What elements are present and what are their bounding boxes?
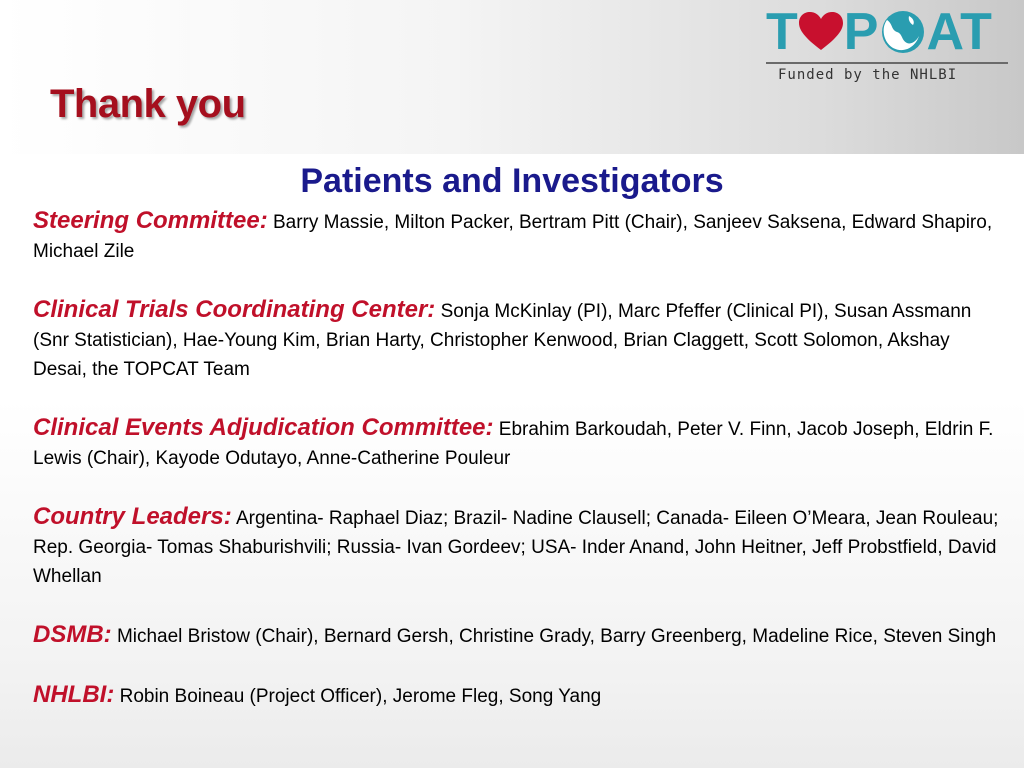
credit-role: NHLBI: bbox=[33, 681, 115, 708]
credit-country-leaders bbox=[33, 502, 1001, 591]
globe-icon bbox=[879, 10, 925, 54]
logo-wordmark bbox=[766, 4, 992, 60]
credit-coordinating-center bbox=[33, 295, 1001, 384]
logo-letter-p: P bbox=[843, 3, 879, 61]
credit-dsmb bbox=[33, 620, 1001, 651]
credit-role: Clinical Events Adjudication Committee: bbox=[33, 414, 494, 441]
credit-names: Argentina- Raphael Diaz; Brazil- Nadine Clausell; Canada- Eileen O’Meara, Jean Rouleau; Rep. Georgia- Tomas Shaburishvili; Russia- Ivan Gordeev; USA- Inder Anand, John Heitner, Jeff Probstfield, David Whellan bbox=[33, 508, 999, 587]
credit-steering-committee bbox=[33, 206, 1001, 266]
credit-role: Steering Committee: bbox=[33, 207, 268, 234]
credits-list bbox=[33, 206, 1001, 740]
credit-role: Country Leaders: bbox=[33, 503, 232, 530]
credit-role: Clinical Trials Coordinating Center: bbox=[33, 296, 436, 323]
topcat-logo bbox=[764, 4, 1014, 88]
credit-names: Barry Massie, Milton Packer, Bertram Pitt (Chair), Sanjeev Saksena, Edward Shapiro, Michael Zile bbox=[33, 212, 993, 262]
credit-names: Sonja McKinlay (PI), Marc Pfeffer (Clinical PI), Susan Assmann (Snr Statistician), Hae-Young Kim, Brian Harty, Christopher Kenwood, Brian Claggett, Scott Solomon, Akshay Desai, the TOPCAT Team bbox=[33, 301, 972, 380]
credit-names: Robin Boineau (Project Officer), Jerome Fleg, Song Yang bbox=[119, 686, 602, 707]
credit-nhlbi bbox=[33, 680, 1001, 711]
heart-icon bbox=[799, 12, 843, 52]
section-heading: Patients and Investigators bbox=[300, 162, 724, 200]
credit-role: DSMB: bbox=[33, 621, 112, 648]
logo-subtitle: Funded by the NHLBI bbox=[778, 67, 958, 83]
credit-names: Michael Bristow (Chair), Bernard Gersh, Christine Grady, Barry Greenberg, Madeline Rice, Steven Singh bbox=[116, 626, 997, 647]
slide-title: Thank you bbox=[50, 82, 246, 126]
credit-adjudication-committee bbox=[33, 413, 1001, 473]
logo-letter-t: T bbox=[766, 3, 798, 61]
logo-letters-at: AT bbox=[926, 3, 992, 61]
credit-names: Ebrahim Barkoudah, Peter V. Finn, Jacob Joseph, Eldrin F. Lewis (Chair), Kayode Odutayo, Anne-Catherine Pouleur bbox=[33, 419, 994, 469]
